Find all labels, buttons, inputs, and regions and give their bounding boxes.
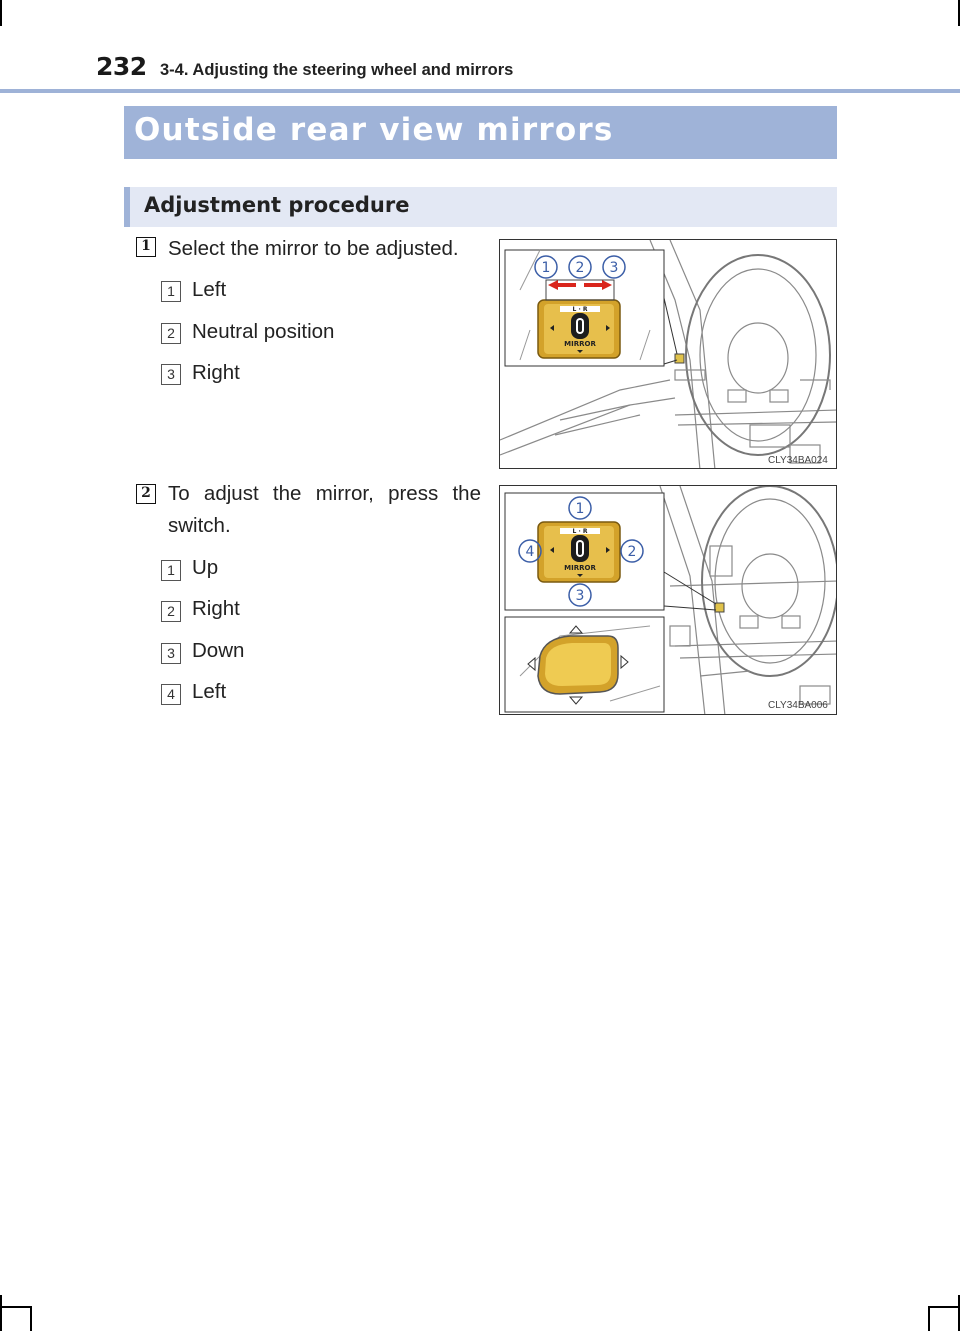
step-badge: 1 [136,237,156,257]
subsection-heading-bar [124,187,837,227]
crop-mark [30,1306,32,1331]
svg-text:3: 3 [609,260,619,276]
item-number: 2 [161,323,181,344]
svg-text:4: 4 [525,544,535,560]
step-text: Select the mirror to be adjusted. [168,237,459,260]
svg-text:1: 1 [575,501,585,517]
item-label: Left [192,680,227,703]
svg-text:3: 3 [575,588,585,604]
dashboard-drawing [500,486,837,715]
svg-text:L · R: L · R [572,306,588,313]
item-label: Down [192,639,245,662]
item-number: 3 [161,364,181,385]
header-divider [0,89,960,93]
step-text-line1: To adjust the mirror, press the [168,482,481,505]
item-number: 3 [161,643,181,664]
step-text [168,478,481,542]
step-badge: 2 [136,484,156,504]
item-label: Right [192,597,240,620]
item-number: 1 [161,560,181,581]
item-label: Up [192,556,219,579]
crop-mark [930,1306,960,1308]
svg-text:2: 2 [575,260,585,276]
page-number: 232 [96,52,147,81]
crop-mark [0,1295,2,1331]
item-label: Left [192,278,227,301]
svg-text:1: 1 [541,260,551,276]
crop-mark [0,0,2,26]
section-heading-bar [124,106,837,159]
mirror-select-illustration [499,239,837,469]
item-number: 2 [161,601,181,622]
item-label: Right [192,361,240,384]
crop-mark [0,1306,30,1308]
figure-code: CLY34BA024 [768,455,828,466]
section-title: Outside rear view mirrors [134,112,614,148]
chapter-title: 3-4. Adjusting the steering wheel and mirrors [160,61,514,79]
svg-text:MIRROR: MIRROR [564,564,596,572]
svg-text:MIRROR: MIRROR [564,340,596,348]
item-number: 4 [161,684,181,705]
mirror-adjust-illustration [499,485,837,715]
dashboard-drawing [500,240,837,469]
step-text-line2: switch. [168,514,231,537]
svg-text:L · R: L · R [572,528,588,535]
svg-text:2: 2 [627,544,637,560]
item-label: Neutral position [192,320,335,343]
figure-code: CLY34BA006 [768,700,828,711]
crop-mark [928,1306,930,1331]
item-number: 1 [161,281,181,302]
subsection-title: Adjustment procedure [144,193,410,217]
